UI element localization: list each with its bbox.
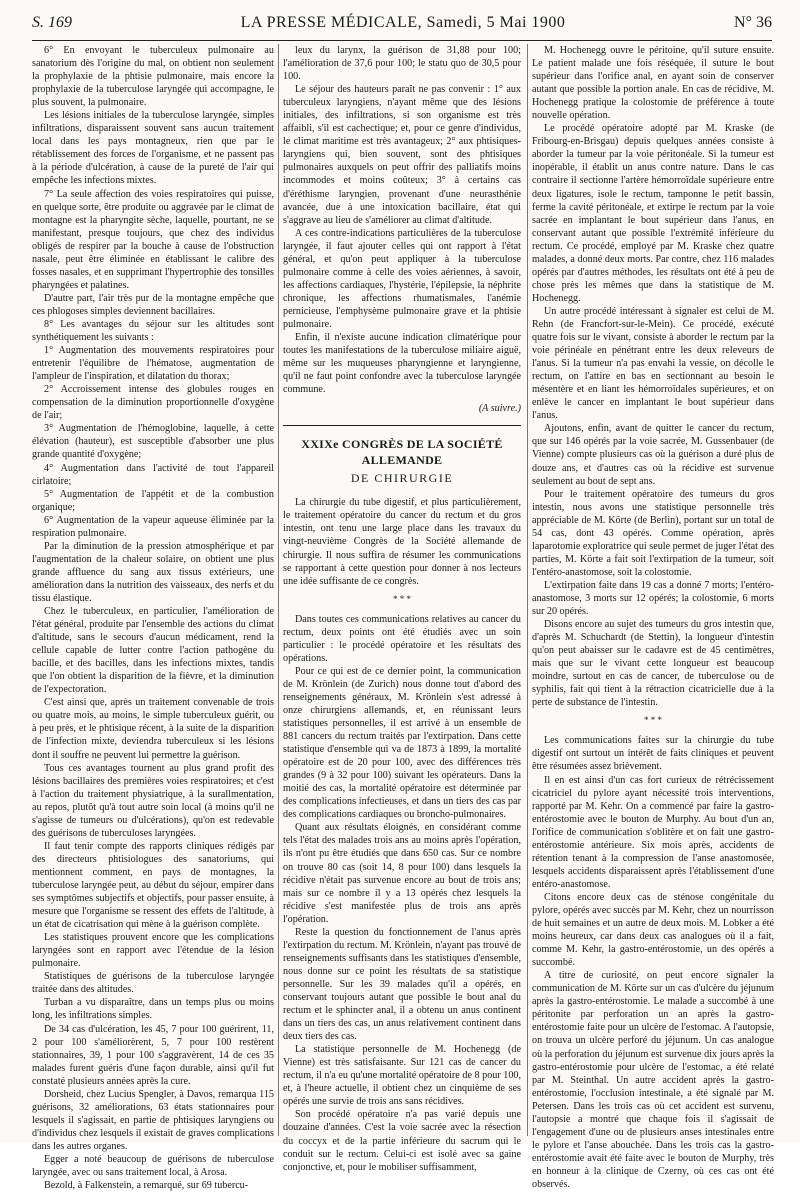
paragraph: 2° Accroissement intense des globules rouges en compensation de la diminution proportionnelle d'oxygène de l'air; (32, 384, 274, 422)
paragraph: De 34 cas d'ulcération, les 45, 7 pour 100 guérirent, 11, 2 pour 100 s'améliorèrent, 5, 7 pour 100 restèrent stationnaires, 39, 1 pour 100 s'aggravèrent, 14 de ces 35 malades furent guéris d'une façon durable, ainsi qu'il fut constaté plusieurs années après la cure. (32, 1023, 274, 1087)
paragraph: Reste la question du fonctionnement de l'anus après l'extirpation du rectum. M. Krönlein, n'ayant pas trouvé de renseignements suffisants dans les statistiques d'ensemble, nous donne sur ce point les résultats de sa statistique personnelle. Sur les 39 malades qu'il a opérés, en conservant toujours autant que possible le bout anal du rectum et le sphincter anal, il a obtenu un anus continent dans un tiers des cas, un anus relativement continent dans deux tiers des cas. (283, 926, 521, 1043)
congress-rectum-continuation (532, 44, 774, 709)
paragraph: Le procédé opératoire adopté par M. Kraske (de Fribourg-en-Brisgau) depuis quelques années consiste à aborder la tumeur par la voie péritonéale. Si la tumeur est inopérable, il établit un anus contre nature. Dans le cas contraire il sectionne l'artère hémorroïdale supérieure entre deux ligatures, isole le rectum, tamponne le petit bassin, ferme la cavité péritonéale, et extirpe le rectum par la voie sacrée en implantant le bout supérieur dans l'anus, en conservant autant que possible l'extrémité inférieure du rectum. Ce procédé, employé par M. Kraske chez quatre malades, a donné deux morts. Par contre, chez 116 malades opérés par d'autres méthodes, les résultats ont été à peu de chose près les mêmes que dans la statistique de M. Hochenegg. (532, 123, 774, 304)
paragraph: Les statistiques prouvent encore que les complications laryngées sont en rapport avec l'étendue de la lésion pulmonaire. (32, 932, 274, 970)
paragraph: Par la diminution de la pression atmosphérique et par l'augmentation de la chaleur solaire, on obtient une plus grande affluence du sang aux tissus extérieurs, une amélioration dans la nutrition des vaisseaux, des nerfs et du tissu élastique. (32, 540, 274, 604)
paragraph: M. Hochenegg ouvre le péritoine, qu'il suture ensuite. Le patient malade une fois réséquée, il suture le bout supérieur dans l'orifice anal, en ayant soin de conserver autant que possible la portion anale. En cas de récidive, M. Hochenegg pratique la colostomie de préférence à toute nouvelle opération. (532, 45, 774, 122)
paragraph: Quant aux résultats éloignés, en considérant comme tels l'état des malades trois ans au moins après l'opération, ils n'ont pu être étudiés que dans 650 cas. Sur ce nombre on trouve 80 cas (soit 14, 8 pour 100) dans lesquels la récidive n'était pas survenue encore au bout de trois ans; mais sur ce nombre il y a 13 opérés chez lesquels la récidive s'est manifestée plus de trois ans après l'opération. (283, 822, 521, 925)
paragraph: 7° La seule affection des voies respiratoires qui puisse, en quelque sorte, être produite ou aggravée par le climat de montagne est la pharyngite sèche, laquelle, pourtant, ne se manifestant, presque toujours, que chez des individus obligés de respirer par la bouche à cause de l'obstruction nasale, peut être éliminée en établissant le calibre des fosses nasales, et en supprimant l'hypertrophie des tonsilles pharyngées et palatines. (32, 188, 274, 291)
paragraph: 8° Les avantages du séjour sur les altitudes sont synthétiquement les suivants : (32, 318, 274, 344)
paragraph: Pour ce qui est de ce dernier point, la communication de M. Krönlein (de Zurich) nous donne tout d'abord des renseignements généraux, M. Krönlein s'est adressé à onze chirurgiens allemands, et, en réunissant leurs statistiques personnelles, il est arrivé à un ensemble de 881 cancers du rectum traités par l'extirpation. Dans cette statistique d'ensemble qui va de 1873 à 1899, la mortalité opératoire est de 20 pour 100, avec des différences très grandes (9 à 32 pour 100) suivant les opérateurs. Dans la moitié des cas, la mortalité opératoire est déterminée par des complications infectieuses, et dans un tiers des cas par des complications cardiaques ou broncho-pulmonaires. (283, 665, 521, 821)
paragraph: 1° Augmentation des mouvements respiratoires pour entretenir l'équilibre de l'hématose, augmentation de l'ampleur de l'inspiration, et dilatation du thorax; (32, 345, 274, 383)
section-separator-stars: * * * (393, 593, 411, 604)
column-2 (283, 44, 521, 1173)
paragraph: Le séjour des hauteurs paraît ne pas convenir : 1° aux tuberculeux laryngiens, n'ayant même que des lésions initiales, des infiltrations, si son organisme est très affaibli, s'il est cachectique; et, pour ce genre d'individus, le climat maritime est très avantageux; 2° aux phtisiques-laryngiens qui, bien souvent, sont des phtisiques pulmonaires auxquels on peut offrir des palliatifs moins incommodes et moins coûteux; 3° à certains cas d'éréthisme laryngien, provenant d'une neurasthénie avancée, due à une intoxication bacillaire, état qui s'aggrave au lieu de s'améliorer au climat d'altitude. (283, 84, 521, 226)
paragraph: Disons encore au sujet des tumeurs du gros intestin que, d'après M. Schuchardt (de Stettin), la longueur d'intestin qu'on peut abaisser sur le cadavre est de 45 centimètres, mais que sur le vivant cette longueur est beaucoup moindre, surtout en cas de cancer, de tuberculose ou de syphilis, fait qui tient à la rétraction cicatricielle due à la perte de substance de l'intestin. (532, 619, 774, 709)
to-be-continued: (A suivre.) (478, 403, 521, 415)
section-separator-stars: * * * (644, 715, 662, 726)
paragraph: Dans toutes ces communications relatives au cancer du rectum, deux points ont été étudiés avec un soin particulier : le procédé opératoire et les résultats des opérations. (283, 613, 521, 664)
page-header (32, 14, 772, 41)
paragraph: Bezold, à Falkenstein, a remarqué, sur 69 tubercu- (44, 1180, 249, 1192)
paragraph: Enfin, il n'existe aucune indication climatérique pour toutes les manifestations de la tuberculose miliaire aiguë, même sur les muqueuses pharyngienne et laryngienne, qu'il ne faut point confondre avec la tuberculose laryngée commune. (283, 332, 521, 396)
section-divider (283, 425, 521, 426)
paragraph: Statistiques de guérisons de la tuberculose laryngée traitée dans des altitudes. (32, 971, 274, 996)
section-title: XXIXe CONGRÈS DE LA SOCIÉTÉ ALLEMANDE (301, 437, 503, 468)
paragraph: Chez le tuberculeux, en particulier, l'amélioration de l'état général, produite par l'ensemble des actions du climat d'altitude, sans le secours d'aucun médicament, rend la cellule capable de lutter contre l'action pathogène du bacille, et des bacilles, dans les infections mixtes, tandis que l'on obtient la disparition de la fièvre, et la diminution de l'expectoration. (32, 606, 274, 696)
paragraph: leux du larynx, la guérison de 31,88 pour 100; l'amélioration de 37,6 pour 100; le statu quo de 30,5 pour 100. (283, 45, 521, 83)
paragraph: Il faut tenir compte des rapports cliniques rédigés par des directeurs phtisiologues des sanatoriums, qui mentionnent comment, en pays de montagnes, la tuberculose laryngée peut, au début du séjour, empirer dans ses symptômes subjectifs et objectifs, pour passer ensuite, à mesure que l'organisme se ressent des effets de l'altitude, à un état de cicatrisation qui mène à la guérison complète. (32, 840, 274, 931)
paragraph: D'autre part, l'air très pur de la montagne empêche que ces phlogoses simples deviennent bacillaires. (32, 292, 274, 317)
page-number: S. 169 (32, 14, 72, 31)
paragraph: 6° Augmentation de la vapeur aqueuse éliminée par la respiration pulmonaire. (32, 514, 274, 539)
article-continuation (283, 44, 521, 396)
digestive-surgery-section (532, 734, 774, 1191)
congress-rectum-section (283, 613, 521, 1174)
paragraph: 3° Augmentation de l'hémoglobine, laquelle, à cette élévation (hauteur), est susceptible d'absorber une plus grande quantité d'oxygène; (32, 423, 274, 461)
paragraph: Il en est ainsi d'un cas fort curieux de rétrécissement cicatriciel du pylore ayant nécessité trois interventions, rapporté par M. Kehr. On a commencé par faire la gastro-entérostomie avec le bouton de Murphy. Au bout d'un an, l'orifice de communication s'oblitère et on fait une gastro-entérostomie antérieure. Six mois après, accidents de rétention tenant à la compression de l'anse anastomosée, lesquels accidents disparaissent après l'établissement d'une entéro-anastomose. (532, 774, 774, 890)
paragraph: Egger a noté beaucoup de guérisons de tuberculose laryngée, avec ou sans traitement local, à Arosa. (32, 1153, 274, 1179)
paragraph: 6° En envoyant le tuberculeux pulmonaire au sanatorium dès l'origine du mal, on obtient non seulement la prophylaxie de la phtisie pulmonaire, mais encore la prophylaxie de la tuberculose laryngée qui accompagne, le plus souvent, la pulmonaire. (32, 45, 274, 109)
paragraph: A titre de curiosité, on peut encore signaler la communication de M. Körte sur un cas d'ulcère du jéjunum après la gastro-entérostomie. Le malade a succombé à une péritonite par perforation un an après la gastro-entérostomie faite pour un ulcère de l'estomac. A l'autopsie, on trouva un ulcère perforé du jéjunum. Un cas analogue où la perforation du jéjunum est survenue dix jours après la gastro-entérostomie pour ulcère de l'estomac, a été relaté par M. Steinthal. Un autre accident après la gastro-entérostomie, l'occlusion intestinale, a été signalé par M. Petersen. Dans les trois cas où cet accident est survenu, l'autopsie a montré que chaque fois il s'agissait de l'engagement d'une ou de plusieurs anses intestinales entre le pylore et l'anse abouchée. Dans les trois cas la gastro-entérostomie avait été faite avec le bouton de Murphy, très en honneur à la clinique de Czerny, où ces cas ont été observés. (532, 970, 774, 1190)
paragraph: 4° Augmentation dans l'activité de tout l'appareil cirlatoire; (32, 462, 274, 487)
paragraph: Ajoutons, enfin, avant de quitter le cancer du rectum, que sur 146 opérés par la voie sacrée, M. Gussenbauer (de Vienne) compte plusieurs cas où la guérison a duré plus de douze ans, et d'autres cas où la récidive est survenue seulement au bout de sept ans. (532, 423, 774, 487)
paragraph: Turban a vu disparaître, dans un temps plus ou moins long, les infiltrations simples. (32, 997, 274, 1022)
column-divider (278, 44, 279, 1136)
paragraph: L'extirpation faite dans 19 cas a donné 7 morts; l'entéro-anastomose, 3 morts sur 12 opérés; la colostomie, 6 morts sur 20 opérés. (532, 579, 774, 618)
section-subtitle: DE CHIRURGIE (350, 471, 454, 486)
paragraph: Tous ces avantages tournent au plus grand profit des lésions bacillaires des premières voies respiratoires; et c'est à l'action du traitement physiatrique, à la surallmentation, au repos, plutôt qu'à tout autre soin local (à moins qu'il ne s'agisse de tumeurs ou d'ulcérations), qu'on est redevable des guérisons de tuberculoses laryngées. (32, 762, 274, 839)
issue-number: N° 36 (734, 14, 772, 31)
paragraph: La statistique personnelle de M. Hochenegg (de Vienne) est très satisfaisante. Sur 121 cas de cancer du rectum, il n'a eu qu'une mortalité opératoire de 8 pour 100, et, à l'heure actuelle, il obtient chez un cinquième de ses opérés une survie de trois ans sans récidives. (283, 1044, 521, 1108)
column-3 (532, 44, 774, 1190)
paragraph: 5° Augmentation de l'appétit et de la combustion organique; (32, 488, 274, 513)
paragraph: Son procédé opératoire n'a pas varié depuis une douzaine d'années. C'est la voie sacrée avec la résection du coccyx et de la partie inférieure du sacrum qui le conduit sur le rectum. Celui-ci est isolé avec sa gaine conjonctive, et, pour le mobiliser suffisamment, (283, 1109, 521, 1173)
paragraph: Les communications faites sur la chirurgie du tube digestif ont surtout un intérêt de faits cliniques et peuvent être résumées assez brièvement. (532, 735, 774, 773)
paragraph: Citons encore deux cas de sténose congénitale du pylore, opérés avec succès par M. Kehr, chez un nourrisson de huit semaines et un autre de deux mois. M. Lobker a été moins heureux, car dans deux cas analogues où il a fait, comme M. Kehr, la gastro-entérostomie, un des opérés a succombé. (532, 891, 774, 969)
paragraph: Un autre procédé intéressant à signaler est celui de M. Rehn (de Francfort-sur-le-Mein). Ce procédé, exécuté quatre fois sur le vivant, consiste à aborder le rectum par la voie périnéale en pénétrant entre les deux releveurs de l'anus. Si la tumeur n'a pas envahi la vessie, on décolle le rectum, on l'attire en bas en sectionnant au besoin le mésentère et en liant les hémorroïdales supérieures, et on enlève le cancer en implantant le bout supérieur dans l'anus. (532, 305, 774, 422)
paragraph: Les lésions initiales de la tuberculose laryngée, simples infiltrations, disparaissent souvent sans aucun traitement local dans les pays montagneux, rien que par le rétablissement des forces de l'organisme, et ne passent pas à la période d'ulcération, à cause de la pureté de l'air qui empêche les infections mixtes. (32, 110, 274, 187)
paragraph: La chirurgie du tube digestif, et plus particulièrement, le traitement opératoire du cancer du rectum et du gros intestin, ont tenu une large place dans les travaux du vingt-neuvième Congrès de la Société allemande de chirurgie. Il nous suffira de résumer les communications se rapportant à cette question pour donner à nos lecteurs une idée suffisante de ce congrès. (283, 497, 521, 587)
column-divider (527, 44, 528, 1136)
journal-title: LA PRESSE MÉDICALE, Samedi, 5 Mai 1900 (240, 14, 566, 31)
paragraph: A ces contre-indications particulières de la tuberculose laryngée, il faut ajouter celles qui ont rapport à l'état général, et qu'on peut appliquer à la tuberculose pulmonaire comme à celle des voies aériennes, à savoir, les affections cardiaques, l'hystérie, l'épilepsie, la néphrite chronique, les affections rhumatismales, l'anémie pernicieuse, l'emphysème pulmonaire grave et la phtisie pulmonaire. (283, 227, 521, 330)
paragraph: Dorsheid, chez Lucius Spengler, à Davos, remarqua 115 guérisons, 32 améliorations, 63 états stationnaires pour lesquels il s'agissait, en partie de phtisiques laryngiens ou d'individus chez lesquels il existait de graves complications dans les autres organes. (32, 1088, 274, 1152)
congress-intro (283, 496, 521, 587)
column-1 (32, 44, 274, 1192)
paragraph: C'est ainsi que, après un traitement convenable de trois ou quatre mois, au moins, le simple tuberculeux guérit, ou à peu près, et le phtisique récent, à la suite de la disparition de l'infection mixte, deviendra tuberculeux si les lésions dont il souffre ne peuvent lui permettre la guérison. (32, 697, 274, 761)
paragraph: Pour le traitement opératoire des tumeurs du gros intestin, nous avons une statistique personnelle très appréciable de M. Körte (de Berlin), portant sur un total de 54 cas, dont 43 opérés. Comme opération, après laparotomie exploratrice qui seule permet de juger l'état des parties, M. Körte a fait soit l'extirpation de la tumeur, soit l'entéro-anastomose, soit la colostomie. (532, 488, 774, 578)
